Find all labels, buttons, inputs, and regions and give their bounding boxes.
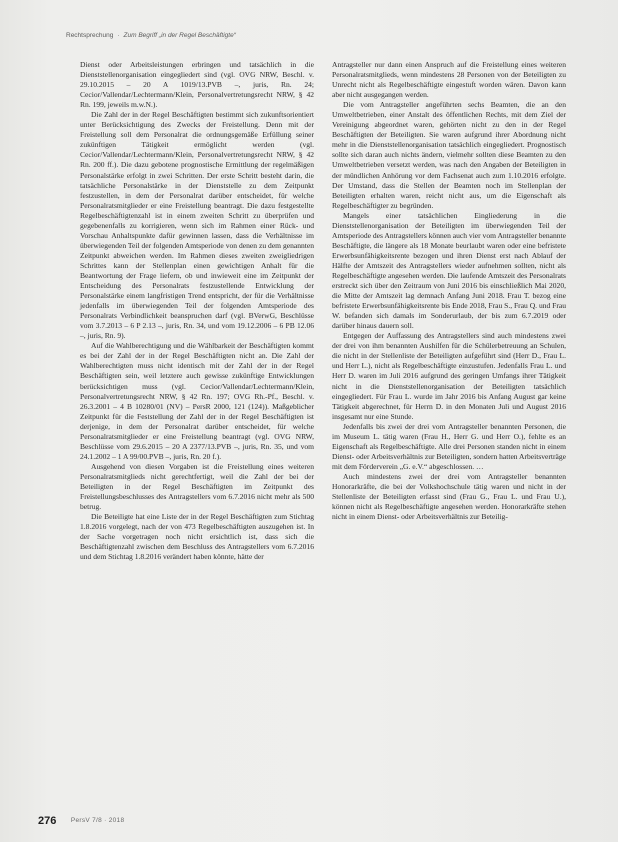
right-column [332,60,566,522]
paragraph: Entgegen der Auffassung des Antragstellers sind auch mindestens zwei der drei von ihm benannten Aushilfen für die Schülerbetreuung an Schulen, die nicht in der Stellenliste der Beteiligten aufgeführt sind (Herr D., Frau L. und Herr L.), nicht als Regelbeschäftigte einzustufen. Jedenfalls Frau L. und Herr D. waren im Juli 2016 aufgrund des geringen Umfangs ihrer Tätigkeit nicht in die Dienststellenorganisation der Beteiligten tatsächlich eingegliedert. Für Frau L. wurde im Jahr 2016 bis Anfang August gar keine Tätigkeit abgerechnet, für Herrn D. in den Monaten Juli und August 2016 insgesamt nur eine Stunde. [332,331,566,421]
section-label: Rechtsprechung [66,32,114,39]
paragraph: Die Zahl der in der Regel Beschäftigten bestimmt sich zukunftsorientiert unter Berücksichtigung des Zwecks der Freistellung. Denn mit der Freistellung soll dem Personalrat die ordnungsgemäße Erfüllung seiner zukünftigen Tätigkeit ermöglicht werden (vgl. Cecior/Vallendar/Lechtermann/Klein, Personalvertretungsrecht NRW, § 42 Rn. 200 ff.). Die dazu gebotene prognostische Ermittlung der regelmäßigen Personalstärke erfolgt in zwei Schritten. Der erste Schritt besteht darin, die tatsächliche Personalstärke in der Dienststelle zu dem Zeitpunkt festzustellen, in dem der Personalrat darüber entscheidet, für welche Personalratsmitglieder er eine Freistellung beantragt. Die dazu festgestellte Regelbeschäftigtenzahl ist in einem zweiten Schritt zu überprüfen und gegebenenfalls zu korrigieren, wenn sich im Rahmen einer Rück- und Vorschau Anhaltspunkte dafür gewinnen lassen, dass die Verhältnisse im überwiegenden Teil der folgenden Amtsperiode von denen zu dem genannten Zeitpunkt abweichen werden. Im Rahmen dieses zweiten zweigliedrigen Schrittes kann der Stellenplan einen gewichtigen Anhalt für die Beantwortung der Frage liefern, ob und inwieweit eine im Zeitpunkt der Entscheidung des Personalrats festzustellende Entwicklung der Personalstärke einem langfristigen Trend entspricht, der für die Verhältnisse jedenfalls im überwiegenden Teil der folgenden Amtsperiode des Personalrats Verbindlichkeit beanspruchen darf (vgl. BVerwG, Beschlüsse vom 3.7.2013 – 6 P 2.13 –, juris, Rn. 34, und vom 19.12.2006 – 6 PB 12.06 –, juris, Rn. 9). [80,110,314,341]
paragraph: Dienst oder Arbeitsleistungen erbringen und tatsächlich in die Dienststellenorganisation eingegliedert sind (vgl. OVG NRW, Beschl. v. 29.10.2015 – 20 A 1019/13.PVB –, juris, Rn. 24; Cecior/Vallendar/Lechtermann/Klein, Personalvertretungsrecht NRW, § 42 Rn. 199, jeweils m.w.N.). [80,60,314,110]
header-separator: · [117,32,120,39]
paragraph: Auf die Wahlberechtigung und die Wählbarkeit der Beschäftigten kommt es bei der Zahl der in der Regel Beschäftigten nicht an. Die Zahl der Wahlberechtigten muss nicht identisch mit der Zahl der in der Regel Beschäftigten sein, weil letztere auch gewisse zukünftige Entwicklungen berücksichtigen muss (vgl. Cecior/Vallendar/Lechtermann/Klein, Personalvertretungsrecht NRW, § 42 Rn. 197; OVG Rh.-Pf., Beschl. v. 26.3.2001 – 4 B 10280/01 (NV) – PersR 2000, 121 (124)). Maßgeblicher Zeitpunkt für die Feststellung der Zahl der in der Regel Beschäftigten ist derjenige, in dem der Personalrat darüber entscheidet, für welche Personalratsmitglieder er eine Freistellung beantragt (vgl. OVG NRW, Beschlüsse vom 29.6.2015 – 20 A 2377/13.PVB –, juris, Rn. 35, und vom 24.1.2002 – 1 A 99/00.PVB –, juris, Rn. 20 f.). [80,341,314,461]
running-header [66,32,566,39]
left-column [80,60,314,562]
paragraph: Ausgehend von diesen Vorgaben ist die Freistellung eines weiteren Personalratsmitglieds nicht gerechtfertigt, weil die Zahl der bei der Beteiligten in der Regel Beschäftigten im Zeitpunkt des Freistellungsbeschlusses des Antragstellers vom 6.7.2016 nicht mehr als 500 betrug. [80,461,314,512]
issue-label: PersV 7/8 · 2018 [70,817,125,825]
paragraph: Die vom Antragsteller angeführten sechs Beamten, die an den Umweltbetrieben, einer Anstalt des öffentlichen Rechts, mit dem Ziel der Vereinigung abgeordnet waren, gehörten nicht zu den in der Regel Beschäftigten der Beteiligten. Sie waren aufgrund ihrer Abordnung nicht mehr in die Dienststellenorganisation tatsächlich eingegliedert. Prognostisch sollte sich daran auch nichts ändern, vielmehr sollten diese Beamten zu den Umweltbetrieben versetzt werden, was nach den Angaben der Beteiligten in der mündlichen Anhörung vor dem Fachsenat auch zum 1.10.2016 erfolgte. Der Umstand, dass die Stellen der Beamten noch im Stellenplan der Beteiligten erhalten waren, reicht nicht aus, um die Eigenschaft als Regelbeschäftigter zu begründen. [332,100,566,210]
paragraph: Mangels einer tatsächlichen Eingliederung in die Dienststellenorganisation der Beteiligten im überwiegenden Teil der Amtsperiode des Antragstellers können auch vier vom Antragsteller benannte Beschäftigte, die längere als 18 Monate beurlaubt waren oder eine befristete Erwerbsunfähigkeitsrente bezogen und ihren Dienst erst nach Ablauf der Hälfte der Amtszeit des Antragstellers wieder aufnehmen sollten, nicht als Regelbeschäftigte angesehen werden. Die laufende Amtszeit des Personalrats erstreckt sich über den Zeitraum von Juni 2016 bis einschließlich Mai 2020, die Mitte der Amtszeit lag demnach Anfang Juni 2018. Frau T. bezog eine befristete Erwerbsunfähigkeitsrente bis Ende 2018, Frau S., Frau Q. und Frau W. befanden sich damals im Sonderurlaub, der bis zum 6.7.2019 oder darüber hinaus dauern soll. [332,210,566,331]
page-footer [38,812,124,830]
paragraph: Jedenfalls bis zwei der drei vom Antragsteller benannten Personen, die im Museum L. tätig waren (Frau H., Herr G. und Herr O.), fehlte es an Eigenschaft als Regelbeschäftigte. Alle drei Personen standen nicht in einem Dienst- oder Arbeitsverhältnis zur Beteiligten, sondern hatten Arbeitsverträge mit dem Förderverein „G. e.V.“ abgeschlossen. … [332,421,566,471]
paragraph: Auch mindestens zwei der drei vom Antragsteller benannten Honorarkräfte, die bei der Volkshochschule tätig waren und nicht in der Stellenliste der Beteiligten erfasst sind (Frau G., Frau L. und Frau U.), können nicht als Regelbeschäftigte angesehen werden. Honorarkräfte stehen nicht in einem Dienst- oder Arbeitsverhältnis zur Beteilig- [332,471,566,522]
paragraph: Die Beteiligte hat eine Liste der in der Regel Beschäftigten zum Stichtag 1.8.2016 vorgelegt, nach der von 473 Regelbeschäftigten auszugehen ist. In der Sache vorgetragen noch nicht ersichtlich ist, dass sich die Beschäftigtenzahl zwischen dem Beschluss des Antragstellers vom 6.7.2016 und dem Stichtag 1.8.2016 verändert haben könnte, hätte der [80,512,314,562]
page-number: 276 [38,814,57,827]
paragraph: Antragsteller nur dann einen Anspruch auf die Freistellung eines weiteren Personalratsmitglieds, wenn mindestens 28 Personen von der Beteiligten zu Unrecht nicht als Regelbeschäftigte eingestuft worden wären. Davon kann aber nicht ausgegangen werden. [332,60,566,100]
article-title: Zum Begriff „in der Regel Beschäftigte“ [123,32,236,39]
